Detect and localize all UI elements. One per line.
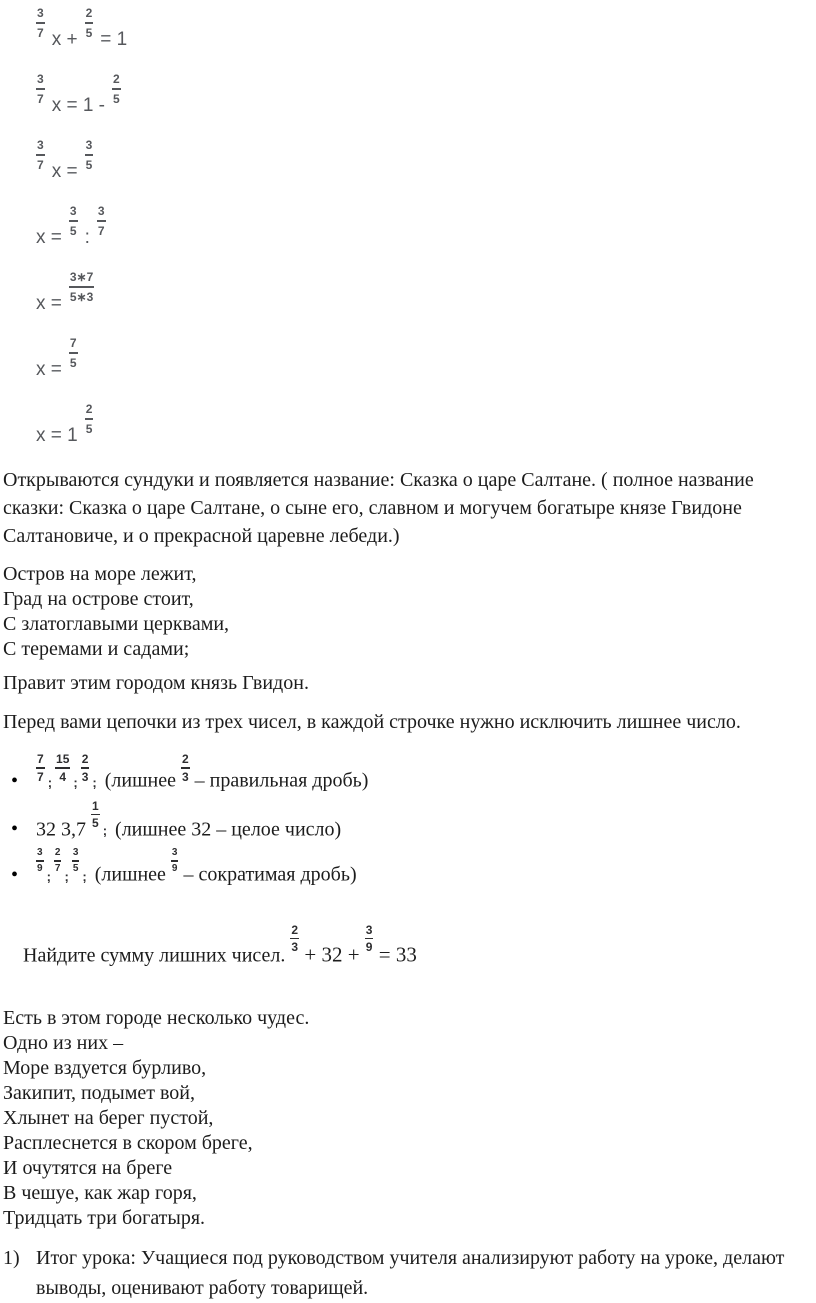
separator: ; <box>47 774 53 790</box>
list-number: 1) <box>3 1247 20 1269</box>
fraction-bar <box>55 767 70 769</box>
separator: ; <box>46 868 51 884</box>
poem-line: Тридцать три богатыря. <box>3 1207 206 1229</box>
fraction-3-5: 3 5 <box>69 204 77 238</box>
fraction-3-5: $\frac{3}{5}$ <box>72 847 79 874</box>
equation-line-7 <box>36 400 796 446</box>
bullet-marker: • <box>11 769 19 792</box>
equation-block <box>36 4 796 446</box>
poem-island <box>3 562 796 662</box>
poem-line: Град на острове стоит, <box>3 588 194 610</box>
separator: ; <box>102 823 108 838</box>
answer-text: – правильная дробь) <box>189 769 369 792</box>
poem-line: Есть в этом городе несколько чудес. <box>3 1007 310 1029</box>
list-item-2 <box>3 800 796 842</box>
answer-text: (лишнее 32 – целое число) <box>110 818 342 840</box>
equation-text: x = 1 - <box>51 95 106 116</box>
fraction-bar <box>181 767 190 769</box>
ruler-line: Правит этим городом князь Гвидон. <box>3 672 309 694</box>
equation-line-5 <box>36 268 796 314</box>
poem-line: С златоглавыми церквами, <box>3 613 230 635</box>
fraction-bar <box>171 860 179 862</box>
separator: ; <box>92 774 97 790</box>
fraction-bar <box>36 767 45 769</box>
intro-paragraph: Открываются сундуки и появляется название: Сказка о царе Салтане. ( полное название сказки: Сказка о царе Салтане, о сыне его, славном и могучем богатыре князе Гвидоне Салтановиче, и о прекрасной царевне лебеди.) <box>3 469 754 547</box>
division-colon: : <box>84 227 90 248</box>
poem-line: С теремами и садами; <box>3 638 190 660</box>
equation-line-3 <box>36 136 796 182</box>
equation-line-6 <box>36 334 796 380</box>
sum-result: = 33 <box>373 942 417 966</box>
equation-text: x = 1 <box>36 425 78 446</box>
equation-text: x = <box>36 227 62 248</box>
fraction-2-5: 2 5 <box>85 6 93 40</box>
fraction-3-5: 3 5 <box>85 138 93 172</box>
separator: ; <box>73 774 78 790</box>
fraction-bar <box>36 860 44 862</box>
lesson-summary-text: Итог урока: Учащиеся под руководством учителя анализируют работу на уроке, делают выводы, оценивают работу товарищей. <box>36 1247 785 1299</box>
equation-text: x + <box>51 29 78 50</box>
fraction-3-9: $\frac{3}{9}$ <box>171 847 178 874</box>
fraction-product: 3∗7 5∗3 <box>69 270 94 304</box>
list-item-3 <box>3 848 796 887</box>
poem-line: Хлынет на берег пустой, <box>3 1107 214 1129</box>
separator: ; <box>64 868 69 884</box>
separator: ; <box>82 868 87 884</box>
fraction-2-5: 2 5 <box>113 72 120 106</box>
poem-line: Море вздуется бурливо, <box>3 1057 207 1079</box>
exercise-list <box>3 753 796 887</box>
poem-miracles <box>3 1006 796 1231</box>
fraction-bar <box>365 938 374 940</box>
fraction-bar <box>290 938 299 940</box>
list-item-1 <box>3 753 796 793</box>
sum-line <box>3 901 796 991</box>
fraction-3-7: 3 7 <box>37 6 44 40</box>
sum-prompt: Найдите сумму лишних чисел. <box>23 944 291 966</box>
fraction-2-5: 2 5 <box>85 402 93 436</box>
poem-line: Остров на море лежит, <box>3 563 197 585</box>
fraction-2-7: $\frac{2}{7}$ <box>54 847 61 874</box>
poem-line: Закипит, подымет вой, <box>3 1082 195 1104</box>
fraction-bar <box>72 860 80 862</box>
poem-line: Расплеснется в скором бреге, <box>3 1132 253 1154</box>
fraction-bar <box>54 860 62 862</box>
equation-text: x = <box>36 359 62 380</box>
answer-text: (лишнее <box>89 863 171 886</box>
answer-text: – сократимая дробь) <box>178 863 357 886</box>
fraction-15-4: $\frac{15}{4}$ <box>56 752 70 784</box>
fraction-7-7: $\frac{7}{7}$ <box>37 752 44 784</box>
numbers-text: 32 3,7 <box>36 818 91 840</box>
fraction-7-5: 7 5 <box>69 336 77 370</box>
task-line: Перед вами цепочки из трех чисел, в каждой строчке нужно исключить лишнее число. <box>3 711 741 733</box>
fraction-bar <box>91 814 100 816</box>
equation-text: = 1 <box>100 29 128 50</box>
equation-line-1 <box>36 4 796 50</box>
lesson-summary-item <box>3 1243 796 1303</box>
fraction-3-7: 3 7 <box>37 72 44 106</box>
fraction-2-3: $\frac{2}{3}$ <box>181 752 189 784</box>
equation-line-4 <box>36 202 796 248</box>
fraction-3-9: $\frac{3}{9}$ <box>365 922 373 954</box>
fraction-1-5: $\frac{1}{5}$ <box>92 798 99 830</box>
fraction-3-9: $\frac{3}{9}$ <box>37 847 43 874</box>
poem-line: Одно из них – <box>3 1032 124 1054</box>
answer-text: (лишнее <box>99 769 181 792</box>
fraction-3-7: 3 7 <box>97 204 105 238</box>
equation-text: x = <box>36 293 62 314</box>
bullet-marker: • <box>11 818 19 840</box>
sum-operators: + 32 + <box>299 942 365 966</box>
equation-text: x = <box>51 161 78 182</box>
fraction-2-3: $\frac{2}{3}$ <box>81 752 89 784</box>
poem-line: И очутятся на бреге <box>3 1157 173 1179</box>
equation-line-2 <box>36 70 796 116</box>
poem-line: В чешуе, как жар горя, <box>3 1182 197 1204</box>
bullet-marker: • <box>11 863 19 886</box>
fraction-bar <box>81 767 90 769</box>
fraction-3-7: 3 7 <box>37 138 44 172</box>
fraction-2-3: $\frac{2}{3}$ <box>291 922 299 954</box>
